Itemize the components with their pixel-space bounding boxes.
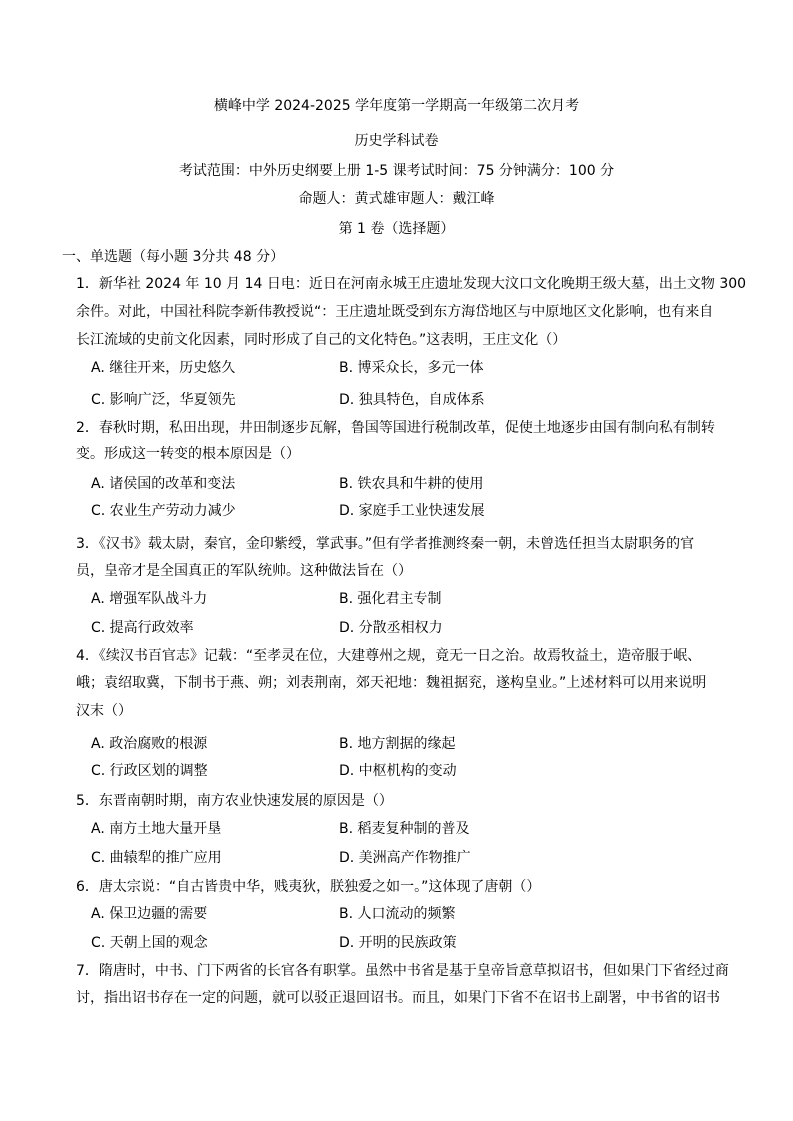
question-3-option-d: D. 分散丞相权力 (339, 620, 443, 636)
question-7-line-2: 讨，指出诏书存在一定的问题，就可以驳正退回诏书。而且，如果门下省不在诏书上副署，中书省的诏书 (76, 990, 720, 1006)
question-4-line-1: 4．《续汉书百官志》记载：“至孝灵在位，大建尊州之规，竟无一日之治。故焉牧益土，造帝服于岷、 (76, 648, 702, 664)
question-2-line-2: 变。形成这一转变的根本原因是（） (76, 446, 300, 462)
question-1-option-d: D. 独具特色，自成体系 (339, 392, 485, 408)
question-4-line-3: 汉末（） (76, 703, 132, 719)
question-3-line-2: 员，皇帝才是全国真正的军队统帅。这种做法旨在（） (76, 563, 412, 579)
question-3-line-1: 3．《汉书》载太尉，秦官，金印紫绶，掌武事。”但有学者推测终秦一朝，未曾选任担当太尉职务的官 (76, 536, 695, 552)
question-2-option-a: A. 诸侯国的改革和变法 (91, 476, 236, 492)
question-3-option-a: A. 增强军队战斗力 (91, 591, 208, 607)
question-1-line-3: 长江流域的史前文化因素，同时形成了自己的文化特色。”这表明，王庄文化（） (76, 332, 567, 348)
question-3-option-c: C. 提高行政效率 (91, 620, 194, 636)
question-1-option-b: B. 博采众长，多元一体 (339, 360, 484, 376)
question-6-option-a: A. 保卫边疆的需要 (91, 906, 208, 922)
subject-title: 历史学科试卷 (354, 133, 439, 149)
question-2-option-c: C. 农业生产劳动力减少 (91, 503, 236, 519)
question-2-line-1: 2．春秋时期，私田出现，井田制逐步瓦解，鲁国等国进行税制改革，促使土地逐步由国有制向私有制转 (76, 420, 715, 436)
question-1-option-a: A. 继往开来，历史悠久 (91, 360, 236, 376)
question-5-option-d: D. 美洲高产作物推广 (339, 850, 471, 866)
question-7-line-1: 7．隋唐时，中书、门下两省的长官各有职掌。虽然中书省是基于皇帝旨意草拟诏书，但如果门下省经过商 (76, 963, 729, 979)
question-6-line-1: 6．唐太宗说：“自古皆贵中华，贱夷狄，朕独爱之如一。”这体现了唐朝（） (76, 879, 541, 895)
question-4-line-2: 峨；袁绍取冀，下制书于燕、朔；刘表荆南，郊天祀地：魏祖据兖，遂构皇业。”上述材料可以用来说明 (76, 675, 707, 691)
question-1-line-2: 余件。对此，中国社科院李新伟教授说“：王庄遗址既受到东方海岱地区与中原地区文化影响，也有来自 (76, 304, 714, 320)
question-2-option-d: D. 家庭手工业快速发展 (339, 503, 485, 519)
question-3-option-b: B. 强化君主专制 (339, 591, 442, 607)
exam-title: 横峰中学 2024-2025 学年度第一学期高一年级第二次月考 (213, 98, 580, 114)
question-2-option-b: B. 铁农具和牛耕的使用 (339, 476, 484, 492)
question-5-line-1: 5．东晋南朝时期，南方农业快速发展的原因是（） (76, 793, 393, 809)
question-6-option-d: D. 开明的民族政策 (339, 935, 457, 951)
volume-title: 第 1 卷（选择题） (338, 221, 455, 237)
question-4-option-c: C. 行政区划的调整 (91, 763, 208, 779)
question-6-option-b: B. 人口流动的频繁 (339, 906, 456, 922)
exam-scope: 考试范围：中外历史纲要上册 1-5 课考试时间：75 分钟满分：100 分 (178, 163, 615, 179)
question-4-option-a: A. 政治腐败的根源 (91, 736, 208, 752)
question-1-option-c: C. 影响广泛，华夏领先 (91, 392, 236, 408)
question-6-option-c: C. 天朝上国的观念 (91, 935, 208, 951)
exam-authors: 命题人：黄式雄审题人：戴江峰 (298, 191, 495, 207)
question-1-line-1: 1．新华社 2024 年 10 月 14 日电：近日在河南永城王庄遗址发现大汶口文化晚期王级大墓，出土文物 300 (76, 276, 747, 292)
section-heading: 一、单选题（每小题 3分共 48 分） (62, 249, 285, 265)
question-5-option-b: B. 稻麦复种制的普及 (339, 821, 470, 837)
question-4-option-b: B. 地方割据的缘起 (339, 736, 456, 752)
question-5-option-c: C. 曲辕犁的推广应用 (91, 850, 222, 866)
question-4-option-d: D. 中枢机构的变动 (339, 763, 457, 779)
question-5-option-a: A. 南方土地大量开垦 (91, 821, 222, 837)
